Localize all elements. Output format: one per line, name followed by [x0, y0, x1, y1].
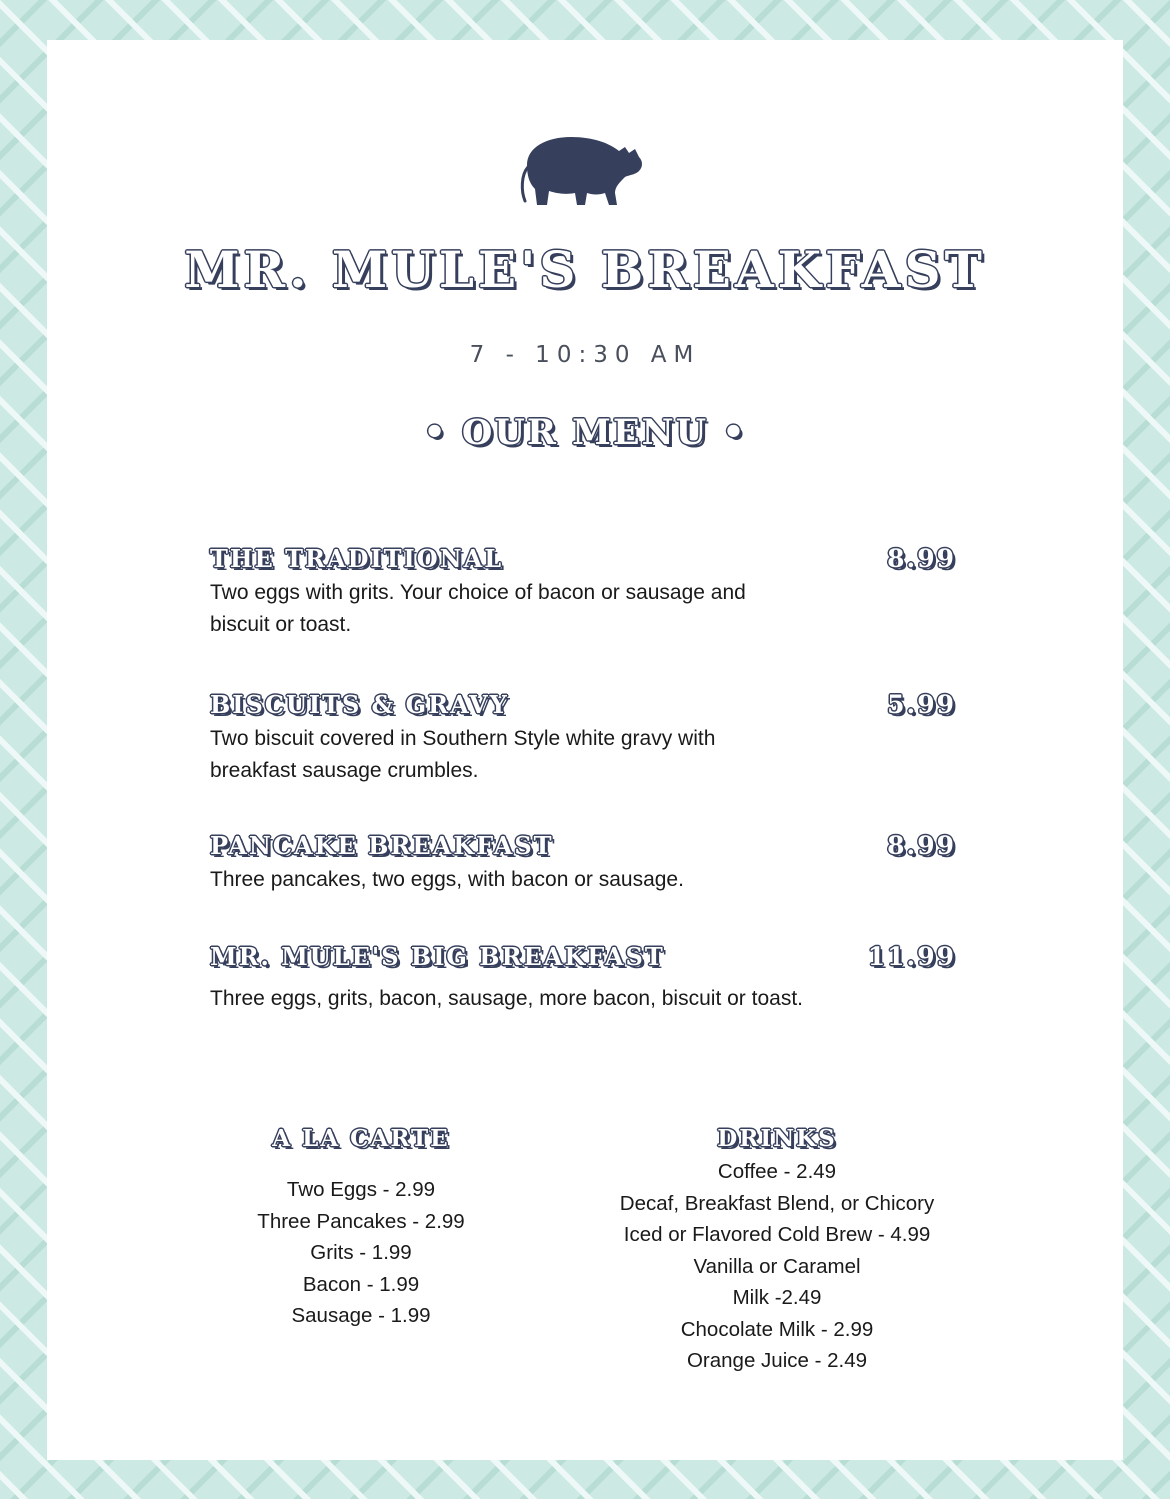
menu-item-description: Three eggs, grits, bacon, sausage, more bacon, biscuit or toast. [210, 987, 803, 1010]
a-la-carte-list [211, 1174, 511, 1332]
list-item: Three Pancakes - 2.99 [257, 1209, 465, 1233]
a-la-carte-heading: A LA CARTE [272, 1125, 450, 1152]
list-item: Two Eggs - 2.99 [286, 1178, 436, 1201]
menu-item [210, 831, 970, 896]
list-item: Sausage - 1.99 [291, 1304, 431, 1327]
menu-item-name: PANCAKE BREAKFAST [210, 831, 554, 860]
list-item: Bacon - 1.99 [302, 1272, 420, 1296]
menu-item-name: THE TRADITIONAL [210, 544, 504, 573]
menu-item-price: 5.99 [887, 690, 956, 719]
drinks-section [592, 1125, 962, 1377]
list-item: Grits - 1.99 [310, 1241, 412, 1264]
menu-item-price: 8.99 [887, 831, 956, 860]
menu-item-name: MR. MULE'S BIG BREAKFAST [210, 942, 665, 971]
menu-item-name: BISCUITS & GRAVY [210, 690, 509, 719]
list-item: Chocolate Milk - 2.99 [680, 1317, 874, 1341]
a-la-carte-section [211, 1125, 511, 1332]
list-item: Milk -2.49 [732, 1286, 822, 1309]
menu-item-price: 8.99 [887, 544, 956, 573]
pig-icon [519, 135, 645, 207]
menu-item-description: Two eggs with grits. Your choice of bacon or sausage and biscuit or toast. [210, 581, 746, 636]
menu-page [47, 40, 1123, 1460]
list-item: Vanilla or Caramel [693, 1254, 861, 1278]
drinks-list [592, 1156, 962, 1377]
page-title: MR. MULE'S BREAKFAST [184, 240, 986, 299]
menu-item [210, 690, 970, 787]
menu-item [210, 544, 970, 641]
menu-item-description: Three pancakes, two eggs, with bacon or sausage. [210, 868, 684, 891]
list-item: Decaf, Breakfast Blend, or Chicory [619, 1191, 935, 1215]
menu-item [210, 942, 970, 1015]
opening-hours: 7 - 10:30 AM [469, 342, 701, 368]
menu-item-description: Two biscuit covered in Southern Style white gravy with breakfast sausage crumbles. [210, 727, 716, 782]
menu-item-price: 11.99 [867, 942, 956, 971]
section-title: • OUR MENU • [423, 412, 747, 453]
list-item: Orange Juice - 2.49 [686, 1349, 868, 1372]
list-item: Iced or Flavored Cold Brew - 4.99 [623, 1223, 931, 1246]
list-item: Coffee - 2.49 [717, 1160, 837, 1183]
drinks-heading: DRINKS [717, 1125, 837, 1152]
